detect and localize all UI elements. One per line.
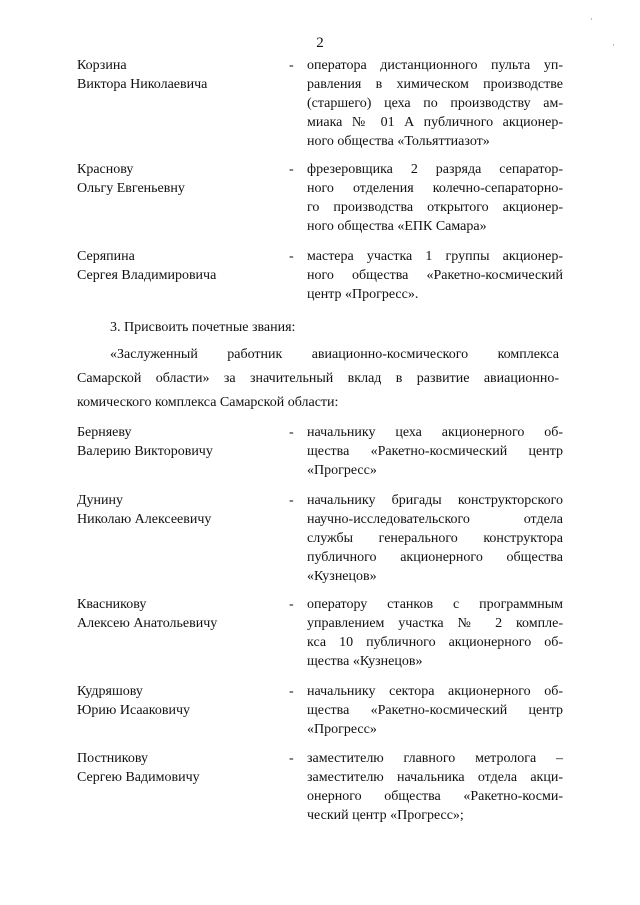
honorary-title-line: «Заслуженный работник авиационно-космического комплекса: [110, 347, 559, 362]
honorary-title-line: комического комплекса Самарской области:: [77, 395, 339, 410]
position-line: ного общества «ЕПК Самара»: [307, 219, 487, 234]
position-line: ного общества «Ракетно-космический: [307, 268, 563, 283]
entry-dash: -: [289, 751, 294, 766]
recipient-surname: Серяпина: [77, 249, 135, 264]
recipient-name: [77, 56, 277, 94]
recipient-name: [77, 595, 277, 633]
recipient-name: [77, 749, 277, 787]
position-line: оператору станков с программным: [307, 597, 563, 612]
recipient-surname: Квасникову: [77, 597, 147, 612]
recipient-surname: Дунину: [77, 493, 124, 508]
position-line: заместителю начальника отдела акци-: [307, 770, 563, 785]
entry-dash: -: [289, 162, 294, 177]
position-line: начальнику бригады конструкторского: [307, 493, 563, 508]
position-line: го производства открытого акционер-: [307, 200, 563, 215]
page-number: 2: [316, 35, 324, 51]
position-line: ного общества «Тольяттиазот»: [307, 134, 490, 149]
scan-speck: ·: [612, 40, 615, 50]
position-line: ческий центр «Прогресс»;: [307, 808, 464, 823]
recipient-given-names: Алексею Анатольевичу: [77, 616, 218, 631]
recipient-name: [77, 160, 277, 198]
position-line: службы генерального конструктора: [307, 531, 563, 546]
section-heading: [110, 316, 592, 340]
position-line: заместителю главного метролога –: [307, 751, 563, 766]
honorary-title-paragraph: [77, 343, 559, 415]
recipient-name: [77, 682, 277, 720]
entry-dash: -: [289, 597, 294, 612]
entry-dash: -: [289, 249, 294, 264]
position-line: щества «Ракетно-космический центр: [307, 703, 563, 718]
recipient-surname: Кудряшову: [77, 684, 143, 699]
position-line: фрезеровщика 2 разряда сепаратор-: [307, 162, 563, 177]
recipient-position: [307, 160, 563, 236]
recipient-position: [307, 749, 563, 825]
position-line: оператора дистанционного пульта уп-: [307, 58, 563, 73]
position-line: кса 10 публичного акционерного об-: [307, 635, 563, 650]
position-line: онерного общества «Ракетно-косми-: [307, 789, 563, 804]
recipient-given-names: Виктора Николаевича: [77, 77, 208, 92]
position-line: миака № 01 А публичного акционер-: [307, 115, 563, 130]
recipient-position: [307, 595, 563, 671]
position-line: публичного акционерного общества: [307, 550, 563, 565]
recipient-given-names: Ольгу Евгеньевну: [77, 181, 185, 196]
position-line: щества «Ракетно-космический центр: [307, 444, 563, 459]
position-line: равления в химическом производстве: [307, 77, 563, 92]
recipient-position: [307, 682, 563, 739]
recipient-position: [307, 491, 563, 586]
recipient-given-names: Сергея Владимировича: [77, 268, 217, 283]
recipient-given-names: Валерию Викторовичу: [77, 444, 213, 459]
recipient-given-names: Юрию Исааковичу: [77, 703, 190, 718]
recipient-given-names: Сергею Вадимовичу: [77, 770, 200, 785]
recipient-surname: Краснову: [77, 162, 134, 177]
entry-dash: -: [289, 425, 294, 440]
entry-dash: -: [289, 684, 294, 699]
position-line: научно-исследовательского отдела: [307, 512, 563, 527]
recipient-name: [77, 491, 277, 529]
position-line: «Прогресс»: [307, 722, 377, 737]
section-heading-text: 3. Присвоить почетные звания:: [110, 320, 296, 335]
recipient-position: [307, 56, 563, 151]
recipient-name: [77, 423, 277, 461]
position-line: начальнику цеха акционерного об-: [307, 425, 563, 440]
position-line: «Прогресс»: [307, 463, 377, 478]
position-line: центр «Прогресс».: [307, 287, 419, 302]
recipient-given-names: Николаю Алексеевичу: [77, 512, 212, 527]
recipient-surname: Берняеву: [77, 425, 132, 440]
entry-dash: -: [289, 493, 294, 508]
scan-speck: ·: [590, 14, 593, 24]
entry-dash: -: [289, 58, 294, 73]
honorary-title-line: Самарской области» за значительный вклад в развитие авиационно-: [77, 371, 559, 386]
recipient-surname: Постникову: [77, 751, 148, 766]
position-line: мастера участка 1 группы акционер-: [307, 249, 563, 264]
recipient-position: [307, 423, 563, 480]
recipient-name: [77, 247, 277, 285]
recipient-position: [307, 247, 563, 304]
position-line: «Кузнецов»: [307, 569, 377, 584]
position-line: начальнику сектора акционерного об-: [307, 684, 563, 699]
position-line: управлением участка № 2 комплe-: [307, 616, 563, 631]
position-line: щества «Кузнецов»: [307, 654, 423, 669]
recipient-surname: Корзина: [77, 58, 127, 73]
position-line: ного отделения колечно-сепараторно-: [307, 181, 563, 196]
position-line: (старшего) цеха по производству ам-: [307, 96, 563, 111]
